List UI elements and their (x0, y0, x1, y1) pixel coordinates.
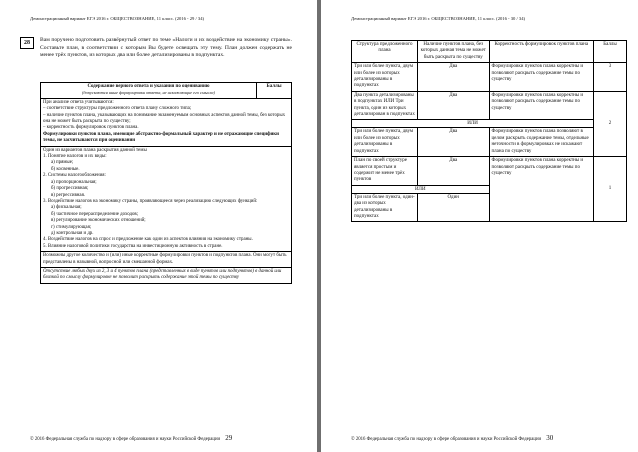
score-cell: 3 (594, 63, 627, 92)
or-divider: ИЛИ (352, 120, 594, 128)
scoring-table (351, 40, 627, 222)
page-number: 30 (546, 434, 554, 442)
presence-cell: Два (418, 63, 490, 92)
plan-line: 4. Воздействие налогов на спрос и предложение как один из аспектов влияния на экономику страны. (43, 237, 253, 243)
criteria-header: Содержание верного ответа и указания по оцениванию (87, 84, 210, 89)
structure-cell: Три или более пункта, двум или более из которых детализированы в подпунктах (352, 128, 418, 157)
footer-text: © 2016 Федеральная служба по надзору в сфере образования и науки Российской Федерации (30, 437, 221, 442)
page-footer (30, 434, 303, 442)
correctness-cell: Формулировки пунктов плана корректны и позволяют раскрыть содержание темы по существу (489, 63, 594, 92)
page-number: 29 (225, 434, 233, 442)
plan-line: д) контрольная и др. (51, 230, 94, 236)
column-header: Структура предложенного плана (352, 41, 418, 63)
or-divider: ИЛИ (352, 185, 490, 193)
criteria-table (40, 82, 292, 284)
analysis-item: – наличие пунктов плана, указывающих на понимание экзаменуемым основных аспектов данной темы, без которых она не может быть раскрыта по существу; (43, 112, 286, 125)
correctness-cell: Формулировки пунктов плана корректны и позволяют раскрыть содержание темы по существу (489, 157, 594, 222)
plan-line: 3. Воздействие налогов на экономику страны, проявляющееся через реализацию следующих функций: (43, 198, 258, 204)
criteria-header-cell (41, 83, 257, 99)
score-cell: 1 (594, 157, 627, 222)
plan-line: б) частичное перераспределение доходов; (51, 211, 139, 217)
alt-note: Возможны другое количество и (или) иные корректные формулировки пунктов и подпунктов плана. Они могут быть представлены в назывной, вопросной или смешанной формах. (41, 252, 292, 268)
page-header: Демонстрационный вариант ЕГЭ 2016 г. ОБЩЕСТВОЗНАНИЕ, 11 класс. (2016 - 30 / 34) (351, 16, 526, 21)
question-number: 28 (20, 37, 34, 49)
task-text: Вам поручено подготовить развёрнутый ответ по теме «Налоги и их воздействие на экономику страны». Составьте план, в соответствии с которым Вы будете освещать эту тему. План должен содержать не менее трёх пунктов, из которых два или более детализированы в подпунктах. (40, 37, 292, 58)
criteria-subheader: (допускаются иные формулировки ответа, не искажающие его смысла) (82, 90, 215, 96)
plan-line: 5. Влияние налоговой политики государства на инвестиционную активность в стране. (43, 243, 223, 249)
structure-cell: Два пункта детализированы в подпунктах ИЛИ Три пункта, один из которых детализирован в подпунктах (352, 91, 418, 120)
correctness-cell: Формулировки пунктов плана позволяют в целом раскрыть содержание темы, отдельные неточности в формулировках не искажают плана по существу (489, 128, 594, 157)
correctness-cell: Формулировки пунктов плана корректны и позволяют раскрыть содержание темы по существу (489, 91, 594, 120)
plan-cell (41, 146, 292, 252)
presence-cell: Два (418, 91, 490, 120)
plan-line: а) фискальная; (51, 205, 82, 211)
column-header: Корректность формулировок пунктов плана (489, 41, 594, 63)
plan-intro: Один из вариантов плана раскрытия данной темы (43, 147, 147, 153)
plan-line: в) регрессивная. (51, 192, 86, 198)
final-note: Отсутствие любых двух из 2, 3 и 4 пунктов плана (представленных в виде пунктов или подпунктов) в данной или близкой по смыслу формулировке не позволит раскрыть содержание этой темы по существу (41, 267, 292, 283)
footer-text: © 2016 Федеральная служба по надзору в сфере образования и науки Российской Федерации (351, 437, 542, 442)
analysis-item: – соответствие структуры предложенного ответа плану сложного типа; (43, 106, 192, 112)
analysis-cell (41, 98, 292, 146)
column-header: Баллы (594, 41, 627, 63)
plan-line: а) пропорциональная; (51, 179, 97, 185)
table-row (352, 91, 627, 120)
column-header: Наличие пунктов плана, без которых данная тема не может быть раскрыта по существу (418, 41, 490, 63)
page-30 (321, 0, 638, 452)
plan-line: г) стимулирующая; (51, 224, 92, 230)
table-row (352, 157, 627, 186)
analysis-intro: При анализе ответа учитываются: (43, 99, 114, 105)
plan-line: 1. Понятие налогов и их виды: (43, 154, 107, 160)
analysis-item: – корректность формулировок пунктов плана. (43, 125, 139, 131)
plan-line: б) косвенные. (51, 166, 80, 172)
page-header: Демонстрационный вариант ЕГЭ 2016 г. ОБЩЕСТВОЗНАНИЕ, 11 класс. (2016 - 29 / 34) (30, 16, 205, 21)
presence-cell: Один (418, 193, 490, 222)
table-row (352, 63, 627, 92)
plan-line: в) регулирование экономических отношений; (51, 218, 146, 224)
presence-cell: Два (418, 128, 490, 157)
page-footer (351, 434, 624, 442)
structure-cell: Три или более пункта, двум или более из которых детализированы в подпунктах (352, 63, 418, 92)
plan-line: б) прогрессивная; (51, 186, 89, 192)
score-header: Баллы (257, 83, 292, 99)
plan-line: а) прямые; (51, 160, 74, 166)
page-29 (0, 0, 317, 452)
structure-cell: Три или более пункта, один-два из которых детализированы в подпунктах (352, 193, 418, 222)
score-cell: 2 (594, 91, 627, 156)
presence-cell: Два (418, 157, 490, 186)
warning-text: Формулировки пунктов плана, имеющие абстрактно-формальный характер и не отражающие специфики темы, не засчитываются при оценивании (43, 131, 279, 144)
structure-cell: План по своей структуре является простым и содержит не менее трёх пунктов (352, 157, 418, 186)
plan-line: 2. Системы налогообложения: (43, 173, 106, 179)
table-row (352, 128, 627, 157)
